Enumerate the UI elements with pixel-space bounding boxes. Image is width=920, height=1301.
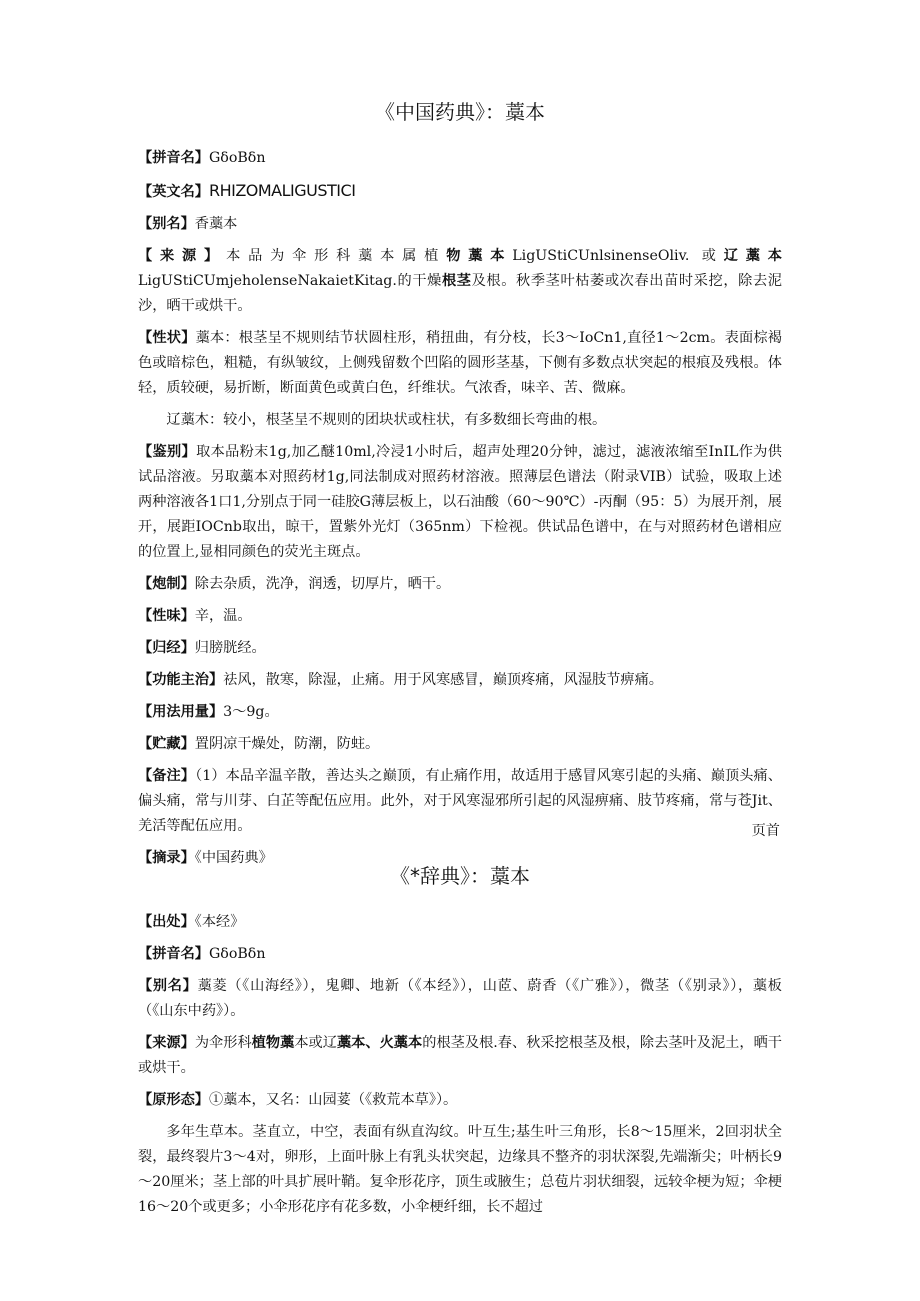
english-name-label: 【英文名】 [138,184,209,200]
page-top-link[interactable]: 页首 [751,823,780,839]
source-label: 【来源】 [138,248,227,264]
identification-text: 取本品粉末1g,加乙醚10ml,冷浸1小时后，超声处理20分钟，滤过，滤液浓缩至InIL作为供试品溶液。另取藁本对照药材1g,同法制成对照药材溶液。照薄层色谱法（附录VIB）试验，吸取上述两种溶液各1口1,分别点于同一硅胶G薄层板上，以石油酸（60～90℃）-丙酮（95：5）为展开剂，展开，展距IOCnb取出，晾干，置紫外光灯（365nm）下检视。供试品色谱中，在与对照药材色谱相应的位置上,显相同颜色的荧光主斑点。 [138,444,782,560]
storage-entry [138,732,782,757]
english-name-text: RHIZOMALIGUSTICI [208,181,356,200]
source-text-2: LigUStiCUnlsinenseOliv. 或 [512,248,724,264]
section-title: 《中国药典》：藁本 [375,100,545,124]
source-text-1: 本品为伞形科藁本属植 [226,248,447,264]
origin-text: 《本经》 [194,914,245,930]
meridian-entry [138,636,782,661]
morphology-description: 多年生草本。茎直立，中空，表面有纵直沟纹。叶互生;基生叶三角形，长8～15厘米，2回羽状全裂，最终裂片3～4对，卵形，上面叶脉上有乳头状突起，边缘具不整齐的羽状深裂,先端渐尖；叶柄长9～20厘米；茎上部的叶具扩展叶鞘。复伞形花序，顶生或腋生；总苞片羽状细裂，远较伞梗为短；伞梗16～20个或更多；小伞形花序有花多数，小伞梗纤细，长不超过 [138,1124,782,1215]
source-text-4: 及根。秋季茎叶枯萎或次春出苗时采挖，除去泥沙，晒干或烘干。 [138,273,782,314]
alias-entry [138,212,782,237]
identification-entry [138,440,782,565]
identification-label: 【鉴别】 [138,444,197,460]
processing-entry [138,572,782,597]
source-text-3: 的根茎及根.春、秋采挖根茎及根，除去茎叶及泥土，晒干或烘干。 [138,1035,782,1076]
alias-entry [138,974,782,1024]
pinyin-entry [138,942,782,967]
morphology-entry [138,1088,782,1113]
properties-continuation: 辽藁木：较小，根茎呈不规则的团块状或柱状，有多数细长弯曲的根。 [166,412,607,428]
properties-entry [138,326,782,401]
source-bold-2: 藁本、火藁本 [336,1035,423,1051]
storage-text: 置阴凉干燥处，防潮，防蛀。 [194,736,380,752]
notes-entry [138,764,782,839]
nature-entry [138,604,782,629]
excerpt-label: 【摘录】 [138,850,195,866]
dosage-label: 【用法用量】 [138,704,224,720]
processing-text: 除去杂质，洗净，润透，切厚片，晒干。 [194,576,451,592]
pinyin-text: GδoBδn [208,946,266,962]
alias-label: 【别名】 [138,978,198,994]
meridian-label: 【归经】 [138,640,195,656]
origin-label: 【出处】 [138,914,195,930]
nature-label: 【性味】 [138,608,195,624]
origin-entry [138,910,782,935]
source-bold-3: 根茎 [441,273,472,289]
alias-label: 【别名】 [138,216,195,232]
morphology-label: 【原形态】 [138,1092,209,1108]
notes-text: （1）本品辛温辛散，善达头之巅顶，有止痛作用，故适用于感冒风寒引起的头痛、巅顶头痛、偏头痛，常与川芽、白芷等配伍应用。此外，对于风寒湿邪所引起的风湿痹痛、肢节疼痛，常与苍Jit、羌活等配伍应用。 [138,768,782,834]
source-bold-1: 物藁本 [446,248,513,264]
source-entry [138,244,782,319]
alias-text: 藁菱（《山海经》），鬼卿、地新（《本经》），山茝、蔚香（《广雅》），微茎（《别录》），藁板（《山东中药》）。 [138,978,782,1019]
morphology-text: ①藁本，又名：山园荽（《救荒本草》）。 [208,1092,458,1108]
source-bold-1: 植物藁 [251,1035,295,1051]
properties-label: 【性状】 [138,330,196,346]
pinyin-label: 【拼音名】 [138,150,209,166]
section-title: 《*辞典》：藁本 [390,864,530,888]
dosage-text: 3～9g。 [223,704,279,720]
meridian-text: 归膀胱经。 [194,640,266,656]
pinyin-entry [138,146,782,171]
functions-entry [138,668,782,693]
pinyin-text: GδoBδn [208,150,266,166]
notes-label: 【备注】 [138,768,196,784]
source-entry [138,1031,782,1081]
dosage-entry [138,700,782,725]
alias-text: 香藁本 [194,216,238,232]
properties-text: 藁本：根茎呈不规则结节状圆柱形，稍扭曲，有分枝，长3～IoCn1,直径1～2cm。表面棕褐色或暗棕色，粗糙，有纵皱纹，上侧残留数个凹陷的圆形茎基，下侧有多数点状突起的根痕及残根。体轻，质较硬，易折断，断面黄色或黄白色，纤维状。气浓香，味辛、苦、微麻。 [138,330,782,396]
dictionary-entry [138,862,782,1227]
functions-label: 【功能主治】 [138,672,224,688]
excerpt-text: 《中国药典》 [194,850,273,866]
functions-text: 祛风，散寒，除湿，止痛。用于风寒感冒，巅顶疼痛，风湿肢节痹痛。 [223,672,663,688]
nature-text: 辛，温。 [194,608,252,624]
english-name-entry [138,178,782,205]
pinyin-label: 【拼音名】 [138,946,209,962]
source-text-2: 本或辽 [294,1035,337,1051]
source-text-1: 为伞形科 [194,1035,252,1051]
source-label: 【来源】 [138,1035,195,1051]
pharmacopoeia-entry [138,98,782,878]
processing-label: 【炮制】 [138,576,195,592]
source-bold-2: 辽藁本 [723,248,782,264]
storage-label: 【贮藏】 [138,736,195,752]
source-text-3: LigUStiCUmjeholenseNakaietKitag.的干燥 [138,273,442,289]
